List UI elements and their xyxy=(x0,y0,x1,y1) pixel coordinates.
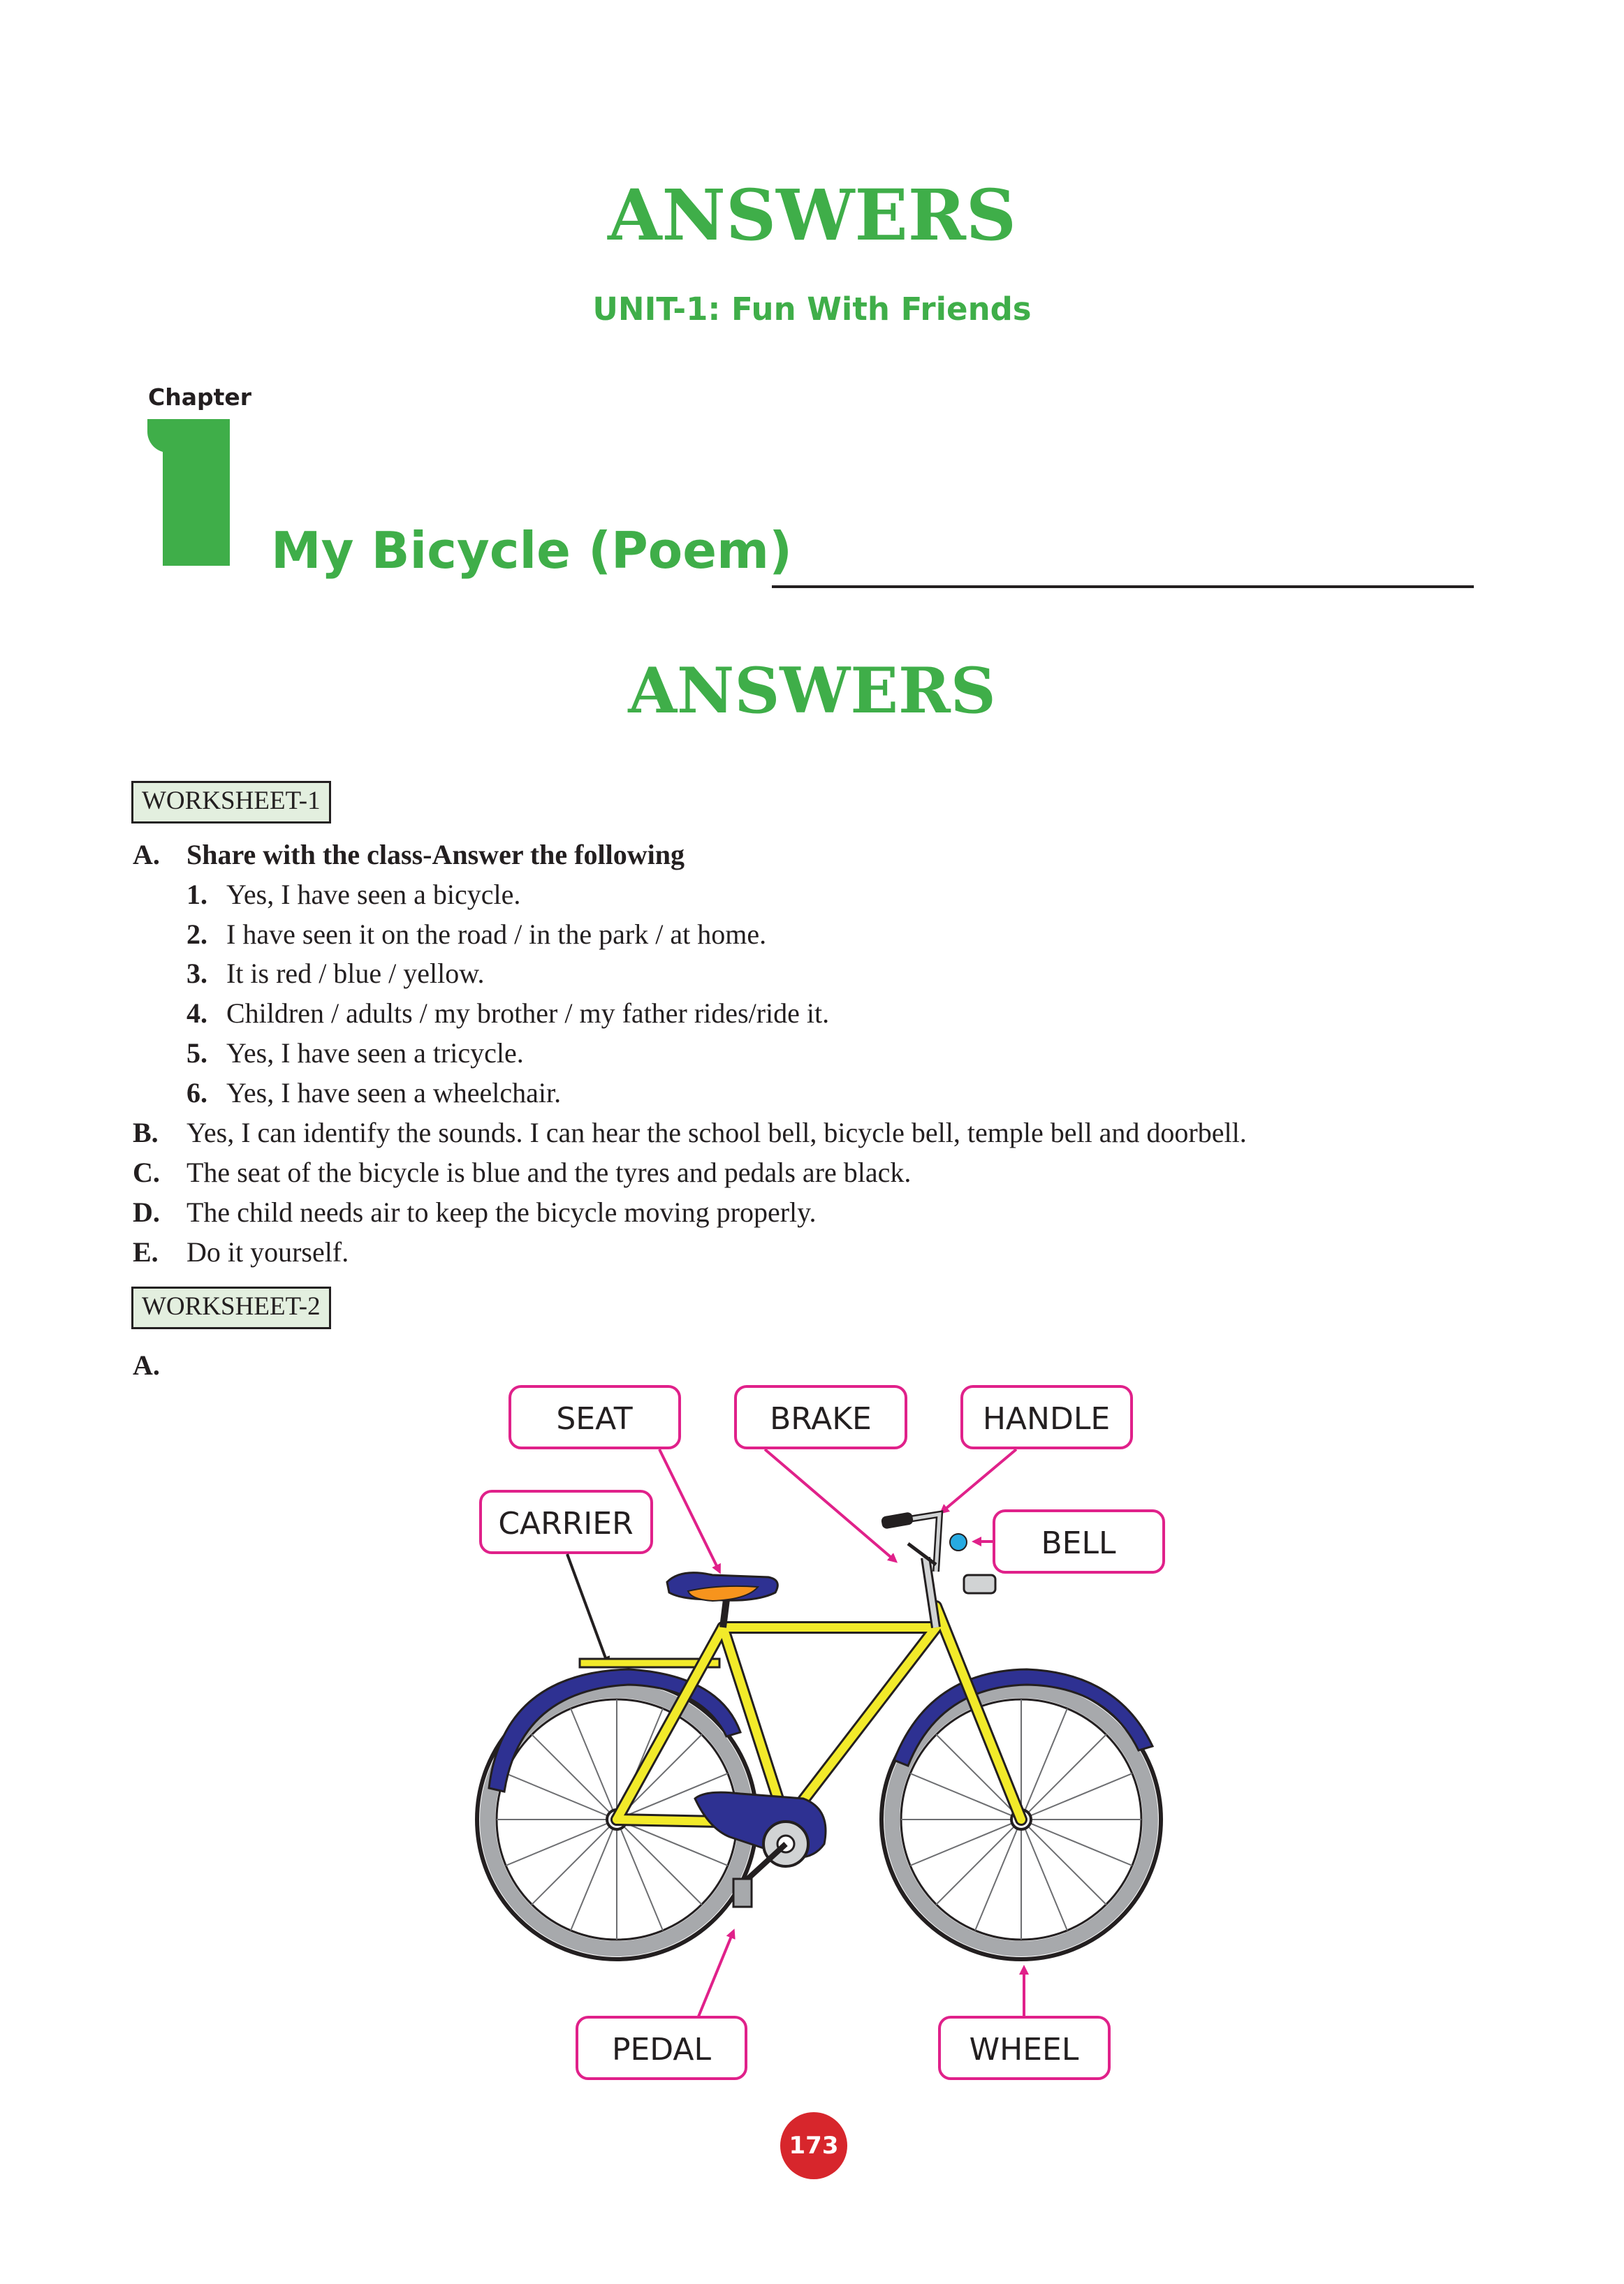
worksheet2-part-a: A. xyxy=(133,1349,160,1381)
item-number: 1. xyxy=(186,879,207,910)
title-rule xyxy=(772,585,1474,588)
arrow-carrier xyxy=(567,1554,608,1664)
headlamp xyxy=(964,1575,995,1593)
label-brake: BRAKE xyxy=(770,1401,872,1437)
item-text: It is red / blue / yellow. xyxy=(226,958,485,989)
item-number: 4. xyxy=(186,997,207,1029)
chapter-label: Chapter xyxy=(148,383,252,411)
answer-item xyxy=(186,960,485,988)
item-text: Yes, I have seen a bicycle. xyxy=(226,879,521,910)
label-pedal: PEDAL xyxy=(611,2032,712,2067)
item-text: I have seen it on the road / in the park / at home. xyxy=(226,918,767,950)
arrow-brake xyxy=(765,1449,895,1561)
question-text: Do it yourself. xyxy=(186,1236,349,1268)
question-letter: B. xyxy=(133,1117,159,1148)
item-number: 2. xyxy=(186,918,207,950)
page-number: 173 xyxy=(780,2112,847,2179)
question-a xyxy=(133,841,685,869)
label-bell: BELL xyxy=(1041,1525,1116,1561)
item-text: Yes, I have seen a wheelchair. xyxy=(226,1077,562,1108)
answer-item xyxy=(186,1079,561,1107)
label-carrier: CARRIER xyxy=(498,1506,634,1542)
question-text: Share with the class-Answer the following xyxy=(186,839,685,870)
worksheet2-label: WORKSHEET-2 xyxy=(131,1287,331,1329)
item-number: 6. xyxy=(186,1077,207,1108)
item-number: 5. xyxy=(186,1037,207,1069)
label-wheel: WHEEL xyxy=(969,2032,1079,2067)
question-letter: D. xyxy=(133,1196,160,1228)
worksheet1-label: WORKSHEET-1 xyxy=(131,781,331,823)
answer-item xyxy=(186,918,767,950)
arrow-pedal xyxy=(698,1931,733,2016)
item-text: Yes, I have seen a tricycle. xyxy=(226,1037,524,1069)
question-c xyxy=(133,1159,911,1187)
label-handle: HANDLE xyxy=(982,1401,1111,1437)
item-text: Children / adults / my brother / my father rides/ride it. xyxy=(226,997,830,1029)
question-letter: A. xyxy=(133,839,160,870)
question-d xyxy=(133,1196,817,1228)
label-seat: SEAT xyxy=(556,1401,633,1437)
chapter-title: My Bicycle (Poem) xyxy=(271,521,792,580)
main-title: ANSWERS xyxy=(607,174,1017,256)
pedal xyxy=(733,1879,752,1907)
question-letter: C. xyxy=(133,1157,160,1188)
answer-item xyxy=(186,881,520,909)
chapter-number xyxy=(163,419,230,566)
bicycle-illustration xyxy=(477,1511,1161,1959)
arrow-handle xyxy=(942,1449,1016,1512)
question-text: The seat of the bicycle is blue and the tyres and pedals are black. xyxy=(186,1157,912,1188)
answer-item xyxy=(186,1039,524,1067)
question-text: The child needs air to keep the bicycle moving properly. xyxy=(186,1196,817,1228)
section-title: ANSWERS xyxy=(628,654,996,728)
answer-item xyxy=(186,997,830,1029)
question-e xyxy=(133,1238,349,1266)
question-b xyxy=(133,1119,1247,1147)
bell xyxy=(950,1534,967,1551)
unit-title: UNIT-1: Fun With Friends xyxy=(592,291,1032,328)
handle-grip xyxy=(881,1511,914,1530)
question-text: Yes, I can identify the sounds. I can hear the school bell, bicycle bell, temple bell and doorbell. xyxy=(186,1117,1247,1148)
bicycle-diagram xyxy=(419,1369,1222,2095)
arrow-seat xyxy=(659,1449,719,1572)
item-number: 3. xyxy=(186,958,207,989)
question-letter: E. xyxy=(133,1236,159,1268)
